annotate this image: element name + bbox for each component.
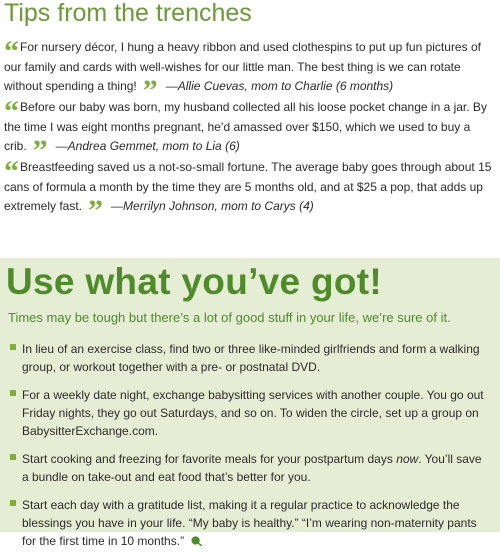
tip-attribution: —Allie Cuevas, mom to Charlie (6 months) — [165, 79, 394, 93]
tip-item — [4, 95, 492, 167]
quote-close-icon: ” — [142, 74, 156, 107]
list-item-emphasis: now — [396, 452, 419, 466]
section-title: Use what you’ve got! — [6, 261, 383, 302]
square-bullet-icon — [10, 454, 16, 460]
quote-close-icon: ” — [88, 194, 102, 227]
use-what-youve-got-section — [0, 258, 500, 548]
quote-open-icon: “ — [4, 155, 17, 188]
tip-item — [4, 35, 492, 107]
list-item — [0, 386, 500, 440]
list-item — [0, 340, 500, 376]
tips-section — [0, 0, 500, 258]
leaf-end-icon — [191, 535, 202, 546]
list-item-text: For a weekly date night, exchange babysitting services with another couple. You go out Friday nights, they go out Saturdays, and so on. To widen the circle, set up a group on BabysitterExchange.com. — [22, 388, 484, 438]
tip-text: Before our baby was born, my husband collected all his loose pocket change in a jar. By the time I was eight months pregnant, he’d amassed over $150, which we used to buy a crib. — [4, 100, 487, 153]
section-intro: Times may be tough but there’s a lot of good stuff in your life, we’re sure of it. — [8, 310, 451, 325]
tip-attribution: —Andrea Gemmet, mom to Lia (6) — [55, 139, 240, 153]
tips-title: Tips from the trenches — [4, 0, 252, 27]
tip-item — [4, 155, 492, 227]
square-bullet-icon — [10, 344, 16, 350]
quote-open-icon: “ — [4, 95, 17, 128]
list-item-text: In lieu of an exercise class, find two or three like-minded girlfriends and form a walking group, or workout together with a pre- or postnatal DVD. — [22, 342, 480, 374]
tip-attribution: —Merrilyn Johnson, mom to Carys (4) — [111, 199, 314, 213]
tip-text: For nursery décor, I hung a heavy ribbon and used clothespins to put up fun pictures of our family and cards with well-wishes for our little man. The best thing is we can rotate without spending a thing! — [4, 40, 481, 93]
list-item — [0, 450, 500, 486]
list-item-text: Start each day with a gratitude list, making it a regular practice to acknowledge the blessings you have in your life. “My baby is healthy.” “I’m wearing non-maternity pants for the first time in 10 months.” — [22, 498, 477, 548]
tip-text: Breastfeeding saved us a not-so-small fortune. The average baby goes through about 15 cans of formula a month by the time they are 5 months old, and at $25 a pop, that adds up extremely fast. — [4, 160, 492, 213]
tips-list — [0, 340, 500, 560]
square-bullet-icon — [10, 390, 16, 396]
square-bullet-icon — [10, 500, 16, 506]
list-item — [0, 496, 500, 550]
quote-open-icon: “ — [4, 35, 17, 68]
list-item-text-post: . You’ll save a bundle on take-out and eat food that’s better for you. — [22, 452, 482, 484]
quote-close-icon: ” — [32, 134, 46, 167]
list-item-text-pre: Start cooking and freezing for favorite meals for your postpartum days — [22, 452, 397, 466]
